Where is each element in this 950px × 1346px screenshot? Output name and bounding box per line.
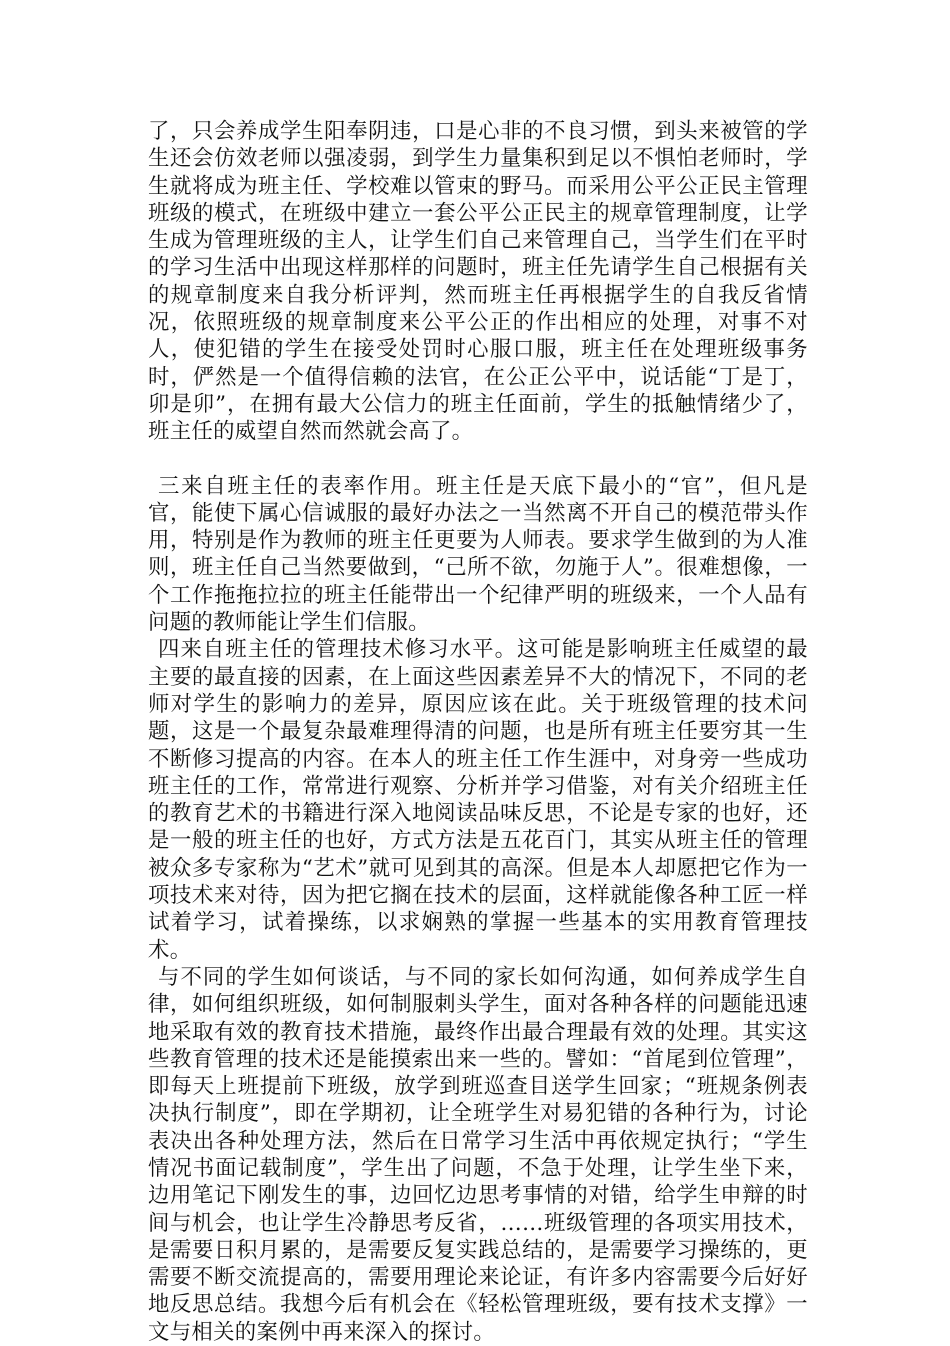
paragraph-3: 四来自班主任的管理技术修习水平。这可能是影响班主任威望的最主要的最直接的因素，在上面这些因素差异不大的情况下，不同的老师对学生的影响力的差异，原因应该在此。关于班级管理的技术问题，这是一个最复杂最难理得清的问题，也是所有班主任要穷其一生不断修习提高的内容。在本人的班主任工作生涯中，对身旁一些成功班主任的工作，常常进行观察、分析并学习借鉴，对有关介绍班主任的教育艺术的书籍进行深入地阅读品味反思，不论是专家的也好，还是一般的班主任的也好，方式方法是五花百门，其实从班主任的管理被众多专家称为“艺术”就可见到其的高深。但是本人却愿把它作为一项技术来对待，因为把它搁在技术的层面，这样就能像各种工匠一样试着学习，试着操练，以求娴熟的掌握一些基本的实用教育管理技术。 <box>148 637 808 963</box>
paragraph-4: 与不同的学生如何谈话，与不同的家长如何沟通，如何养成学生自律，如何组织班级，如何制服刺头学生，面对各种各样的问题能迅速地采取有效的教育技术措施，最终作出最合理最有效的处理。其实这些教育管理的技术还是能摸索出来一些的。譬如：“首尾到位管理”，即每天上班提前下班级，放学到班巡查目送学生回家；“班规条例表决执行制度”，即在学期初，让全班学生对易犯错的各种行为，讨论表决出各种处理方法，然后在日常学习生活中再依规定执行；“学生情况书面记载制度”，学生出了问题，不急于处理，让学生坐下来，边用笔记下刚发生的事，边回忆边思考事情的对错，给学生申辩的时间与机会，也让学生冷静思考反省，……班级管理的各项实用技术，是需要日积月累的，是需要反复实践总结的，是需要学习操练的，更需要不断交流提高的，需要用理论来论证，有许多内容需要今后好好地反思总结。我想今后有机会在《轻松管理班级，要有技术支撑》一文与相关的案例中再来深入的探讨。 <box>148 964 808 1345</box>
paragraph-spacer <box>148 446 808 473</box>
paragraph-2: 三来自班主任的表率作用。班主任是天底下最小的“官”，但凡是官，能使下属心信诚服的最好办法之一当然离不开自己的模范带头作用，特别是作为教师的班主任更要为人师表。要求学生做到的为人准则，班主任自己当然要做到，“己所不欲，勿施于人”。很难想像，一个工作拖拖拉拉的班主任能带出一个纪律严明的班级来，一个人品有问题的教师能让学生们信服。 <box>148 473 808 636</box>
paragraph-1: 了，只会养成学生阳奉阴违，口是心非的不良习惯，到头来被管的学生还会仿效老师以强凌弱，到学生力量集积到足以不惧怕老师时，学生就将成为班主任、学校难以管束的野马。而采用公平公正民主管理班级的模式，在班级中建立一套公平公正民主的规章管理制度，让学生成为管理班级的主人，让学生们自己来管理自己，当学生们在平时的学习生活中出现这样那样的问题时，班主任先请学生自己根据有关的规章制度来自我分析评判，然而班主任再根据学生的自我反省情况，依照班级的规章制度来公平公正的作出相应的处理，对事不对人，使犯错的学生在接受处罚时心服口服，班主任在处理班级事务时，俨然是一个值得信赖的法官，在公正公平中，说话能“丁是丁，卯是卯”，在拥有最大公信力的班主任面前，学生的抵触情绪少了，班主任的威望自然而然就会高了。 <box>148 119 808 445</box>
document-body <box>148 118 808 1346</box>
